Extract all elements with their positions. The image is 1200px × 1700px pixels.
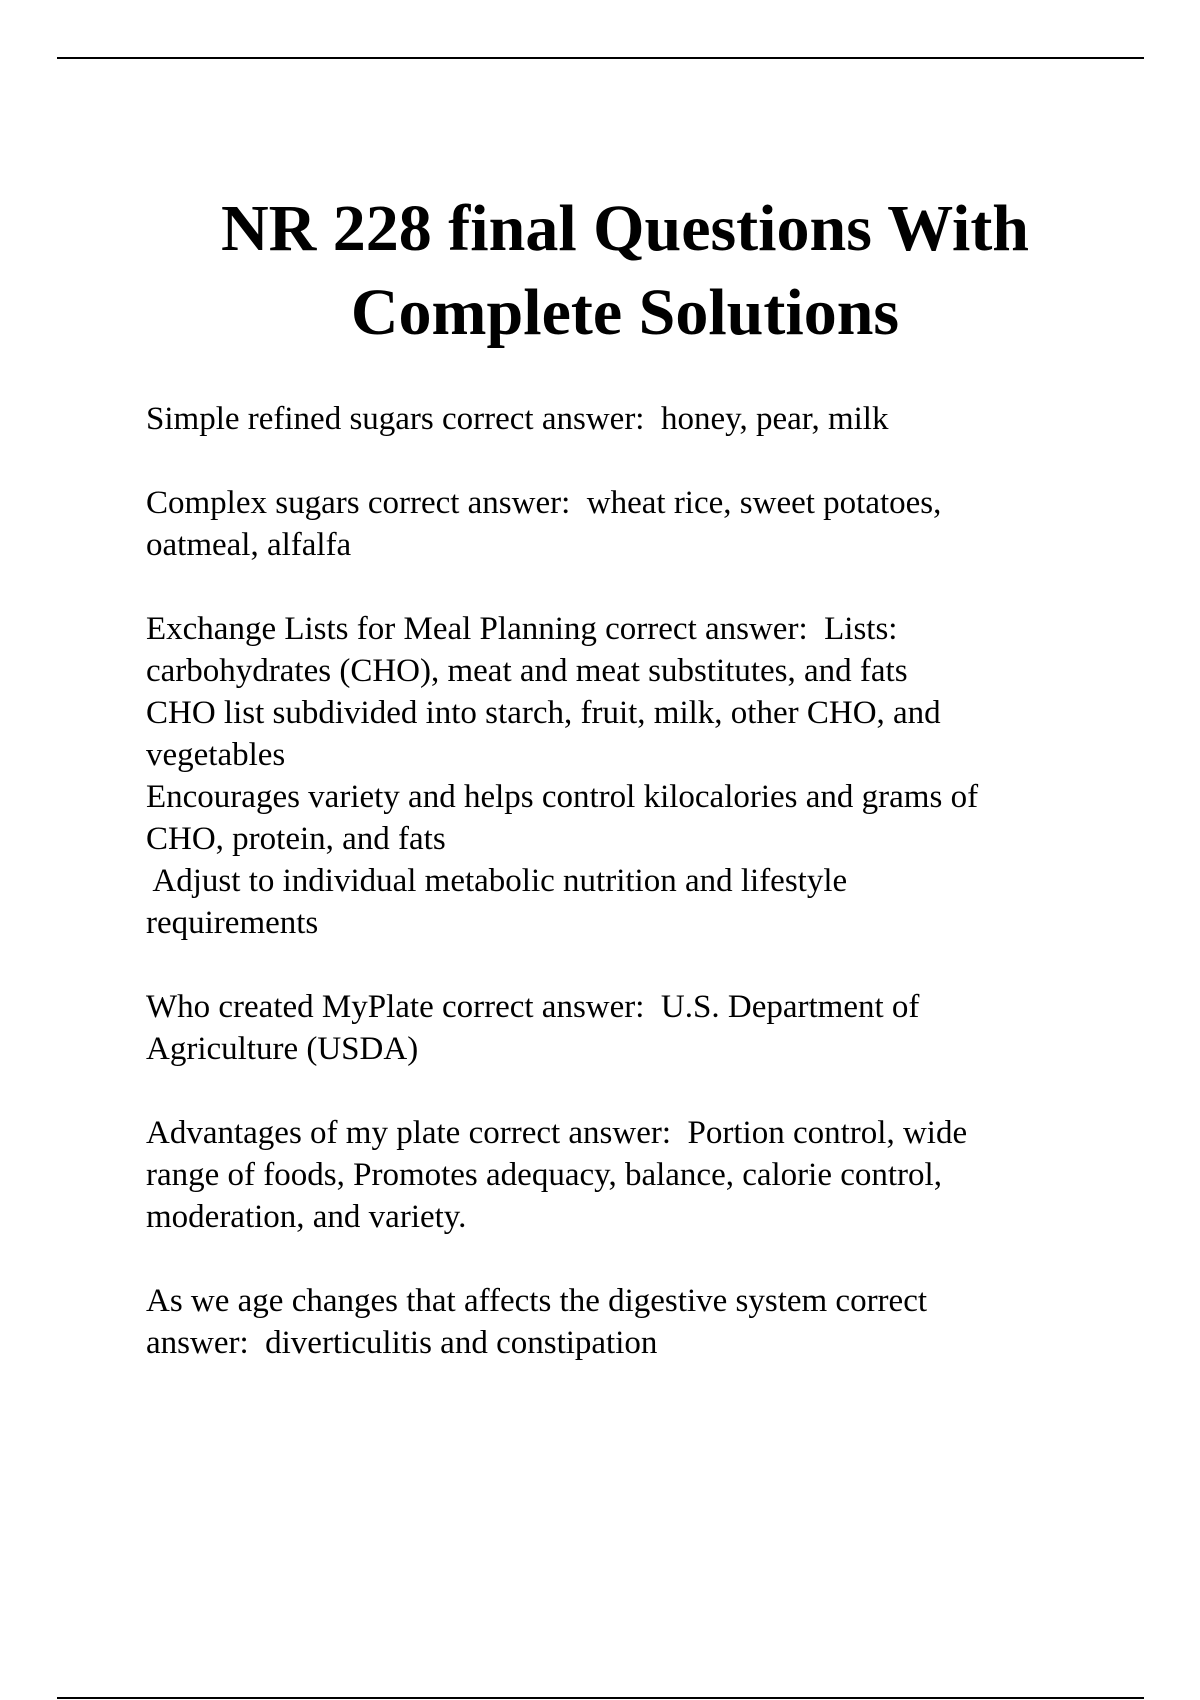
top-divider — [57, 57, 1144, 59]
qa-line: Who created MyPlate correct answer: U.S. Department of — [146, 989, 920, 1025]
qa-line: answer: diverticulitis and constipation — [146, 1325, 658, 1361]
qa-line: requirements — [146, 905, 319, 941]
qa-line: Encourages variety and helps control kilocalories and grams of — [146, 779, 979, 815]
qa-line: CHO, protein, and fats — [146, 821, 446, 857]
qa-line: Adjust to individual metabolic nutrition and lifestyle — [146, 863, 848, 899]
qa-line: As we age changes that affects the digestive system correct — [146, 1283, 928, 1319]
title-line-2: Complete Solutions — [350, 276, 900, 349]
qa-entry-myplate-creator — [146, 986, 1106, 1070]
qa-list — [146, 398, 1106, 1406]
qa-line: Exchange Lists for Meal Planning correct answer: Lists: — [146, 611, 898, 647]
qa-line: Advantages of my plate correct answer: Portion control, wide — [146, 1115, 968, 1151]
qa-entry-exchange-lists — [146, 608, 1106, 944]
qa-line: Simple refined sugars correct answer: honey, pear, milk — [146, 401, 889, 437]
qa-line: moderation, and variety. — [146, 1199, 467, 1235]
qa-entry-myplate-advantages — [146, 1112, 1106, 1238]
qa-line: oatmeal, alfalfa — [146, 527, 352, 563]
bottom-divider — [57, 1697, 1144, 1699]
qa-line: CHO list subdivided into starch, fruit, milk, other CHO, and — [146, 695, 941, 731]
title-line-1: NR 228 final Questions With — [220, 192, 1030, 265]
qa-line: Complex sugars correct answer: wheat rice, sweet potatoes, — [146, 485, 942, 521]
qa-entry-simple-sugars — [146, 398, 1106, 440]
qa-line: vegetables — [146, 737, 286, 773]
qa-line: carbohydrates (CHO), meat and meat substitutes, and fats — [146, 653, 908, 689]
qa-line: range of foods, Promotes adequacy, balance, calorie control, — [146, 1157, 942, 1193]
qa-line: Agriculture (USDA) — [146, 1031, 419, 1067]
qa-entry-aging-digestive — [146, 1280, 1106, 1364]
qa-entry-complex-sugars — [146, 482, 1106, 566]
page-title — [100, 187, 1150, 355]
